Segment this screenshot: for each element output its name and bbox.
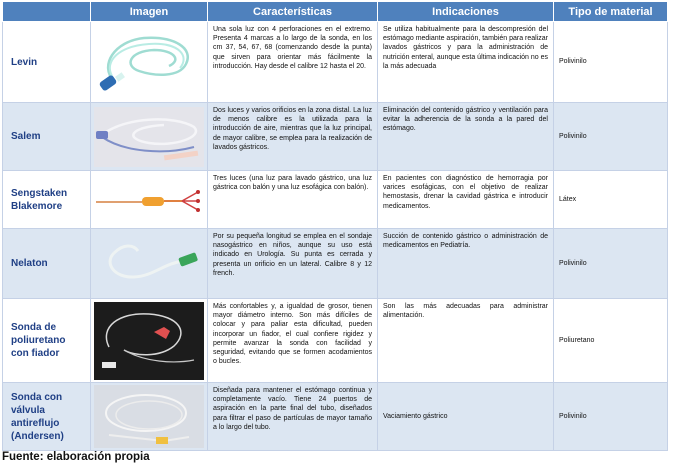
row-name: Nelaton [3, 229, 91, 299]
table-row [3, 103, 668, 171]
sengstaken-tube-image [91, 171, 208, 229]
nelaton-tube-image [91, 229, 208, 299]
row-indications: Vaciamiento gástrico [378, 383, 554, 451]
table-row [3, 171, 668, 229]
header-name [3, 2, 91, 22]
salem-tube-image [91, 103, 208, 171]
row-name: Salem [3, 103, 91, 171]
table-row [3, 299, 668, 383]
source-footnote: Fuente: elaboración propia [2, 451, 150, 463]
row-material: Polivinilo [554, 22, 668, 103]
row-characteristics: Dos luces y varios orificios en la zona distal. La luz de menos calibre es la utilizada para la introducción de aire, mientras que la luz principal, de mayor calibre, se emplea para la realización de lavados gástricos. [208, 103, 378, 171]
header-material: Tipo de material [554, 2, 668, 22]
row-material: Polivinilo [554, 229, 668, 299]
table-row [3, 383, 668, 451]
row-indications: Eliminación del contenido gástrico y ventilación para evitar la adherencia de la sonda a la pared del estómago. [378, 103, 554, 171]
row-name: Sengstaken Blakemore [3, 171, 91, 229]
table-header-row [3, 2, 668, 22]
row-indications: Son las más adecuadas para administrar alimentación. [378, 299, 554, 383]
row-characteristics: Una sola luz con 4 perforaciones en el extremo. Presenta 4 marcas a lo largo de la sonda, en los cm 37, 54, 67, 68 (comenzando desde la punta) que sirven para orientar más fácilmente la introducción. Hay desde el calibre 12 hasta el 20. [208, 22, 378, 103]
andersen-tube-image [91, 383, 208, 451]
row-characteristics: Por su pequeña longitud se emplea en el sondaje nasogástrico en niños, aunque su uso está indicado en Urología. Su punta es cerrada y presenta un orificio en un lateral. Calibre 8 y 12 french. [208, 229, 378, 299]
table-row [3, 22, 668, 103]
row-name: Sonda con válvula antireflujo (Andersen) [3, 383, 91, 451]
header-image: Imagen [91, 2, 208, 22]
row-characteristics: Más confortables y, a igualdad de grosor, tienen mayor diámetro interno. Son más difíciles de colocar y para paliar esta dificultad, pueden incorporar un fiador, el cual confiere rigidez y permite avanzar la sonda con facilidad y seguridad, evitando que se formen acodamientos o bucles. [208, 299, 378, 383]
header-characteristics: Características [208, 2, 378, 22]
row-indications: Se utiliza habitualmente para la descompresión del estómago mediante aspiración, también para realizar lavados gástricos y para la administración de nutrición enteral, aunque esta última indicación no es la más adecuada [378, 22, 554, 103]
row-indications: Succión de contenido gástrico o administración de medicamentos en Pediatría. [378, 229, 554, 299]
catheter-table [2, 1, 668, 451]
polyurethane-tube-image [91, 299, 208, 383]
row-material: Polivinilo [554, 383, 668, 451]
row-material: Poliuretano [554, 299, 668, 383]
row-name: Sonda de poliuretano con fiador [3, 299, 91, 383]
row-material: Polivinilo [554, 103, 668, 171]
header-indications: Indicaciones [378, 2, 554, 22]
row-characteristics: Tres luces (una luz para lavado gástrico, una luz gástrica con balón y una luz esofágica con balón). [208, 171, 378, 229]
levin-tube-image [91, 22, 208, 103]
row-indications: En pacientes con diagnóstico de hemorragia por varices esofágicas, con el objetivo de realizar hemostasis, drenar la cavidad gástrica e introducir medicamentos. [378, 171, 554, 229]
table-row [3, 229, 668, 299]
catheter-table-container [2, 1, 667, 451]
row-name: Levin [3, 22, 91, 103]
row-characteristics: Diseñada para mantener el estómago continua y completamente vacío. Tiene 24 puertos de aspiración en la parte final del tubo, diseñados para filtrar el paso de partículas de mayor tamaño a lo largo del tubo. [208, 383, 378, 451]
row-material: Látex [554, 171, 668, 229]
